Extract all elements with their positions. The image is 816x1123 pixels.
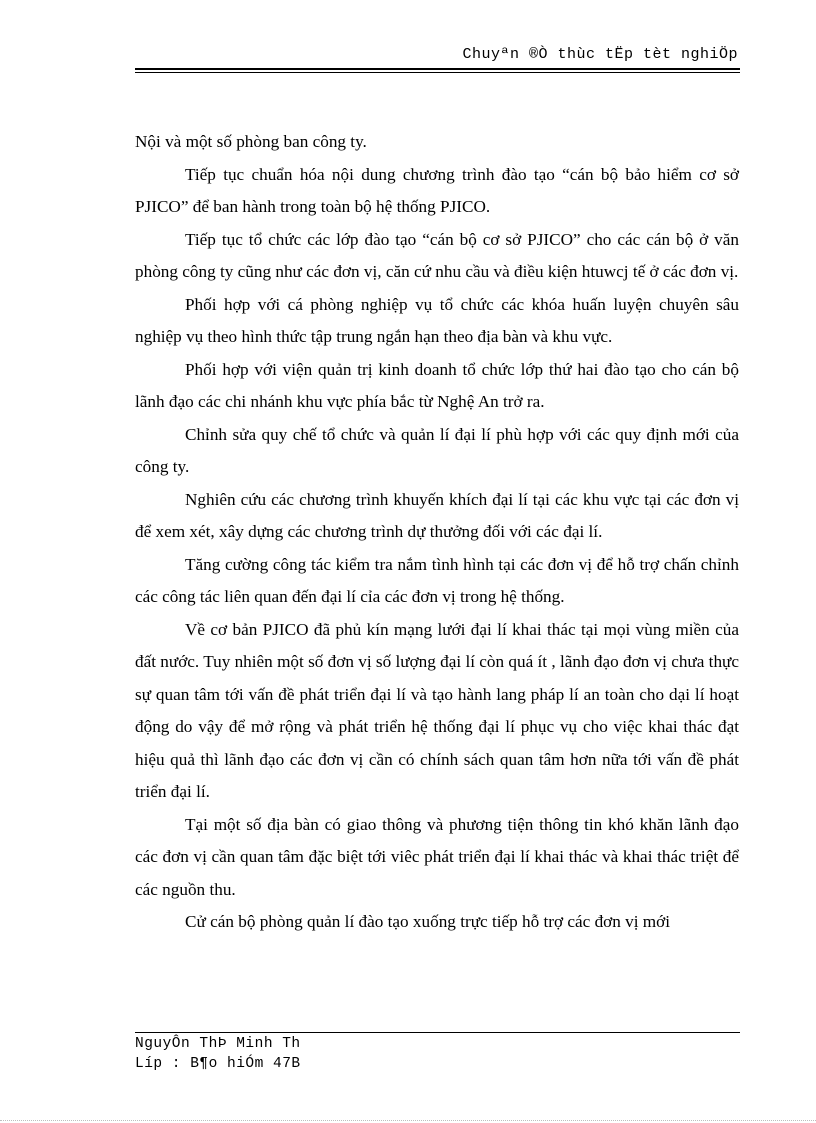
running-header-title: Chuyªn ®Ò thùc tËp tèt nghiÖp	[462, 46, 738, 63]
paragraph: Tiếp tục chuẩn hóa nội dung chương trình đào tạo “cán bộ bảo hiểm cơ sở PJICO” để ban hành trong toàn bộ hệ thống PJICO.	[135, 164, 739, 216]
paragraph: Nghiên cứu các chương trình khuyến khích đại lí tại các khu vực tại các đơn vị để xem xét, xây dựng các chương trình dự thưởng đối với các đại lí.	[135, 489, 739, 541]
paragraph: Tại một số địa bàn có giao thông và phương tiện thông tin khó khăn lãnh đạo các đơn vị cần quan tâm đặc biệt tới viêc phát triển đại lí khai thác và khai thác triệt để các nguồn thu.	[135, 814, 739, 899]
paragraph: Tiếp tục tổ chức các lớp đào tạo “cán bộ cơ sở PJICO” cho các cán bộ ở văn phòng công ty cũng như các đơn vị, căn cứ nhu cầu và điều kiện htuwcj tế ở các đơn vị.	[135, 229, 739, 281]
document-body	[135, 126, 739, 939]
paragraph: Tăng cường công tác kiểm tra nắm tình hình tại các đơn vị để hỗ trợ chấn chỉnh các công tác liên quan đến đại lí cỉa các đơn vị trong hệ thống.	[135, 554, 739, 606]
page-bottom-border	[0, 1120, 816, 1121]
header-rule	[135, 68, 740, 70]
paragraph: Phối hợp với viện quản trị kinh doanh tổ chức lớp thứ hai đào tạo cho cán bộ lãnh đạo các chi nhánh khu vực phía bắc từ Nghệ An trở ra.	[135, 359, 739, 411]
footer-rule	[135, 1032, 740, 1033]
footer-class: Líp : B¶o hiÓm 47B	[135, 1056, 301, 1072]
paragraph: Chỉnh sửa quy chế tổ chức và quản lí đại lí phù hợp với các quy định mới của công ty.	[135, 424, 739, 476]
paragraph: Phối hợp với cá phòng nghiệp vụ tổ chức các khóa huấn luyện chuyên sâu nghiệp vụ theo hình thức tập trung ngắn hạn theo địa bàn và khu vực.	[135, 294, 739, 346]
header-rule-thin	[135, 72, 740, 73]
paragraph-continuation: Nội và một số phòng ban công ty.	[135, 132, 367, 151]
paragraph: Về cơ bản PJICO đã phủ kín mạng lưới đại lí khai thác tại mọi vùng miền của đất nước. Tuy nhiên một số đơn vị số lượng đại lí còn quá ít , lãnh đạo đơn vị chưa thực sự quan tâm tới vấn đề phát triển đại lí và tạo hành lang pháp lí an toàn cho dại lí hoạt động do vậy để mở rộng và phát triển hệ thống đại lí phục vụ cho việc khai thác đạt hiệu quả thì lãnh đạo các đơn vị cần có chính sách quan tâm hơn nữa tới vấn đề phát triển đại lí.	[135, 619, 739, 801]
paragraph: Cử cán bộ phòng quản lí đào tạo xuống trực tiếp hỗ trợ các đơn vị mới	[185, 912, 671, 931]
footer-author: NguyÔn ThÞ Minh Th	[135, 1036, 301, 1052]
